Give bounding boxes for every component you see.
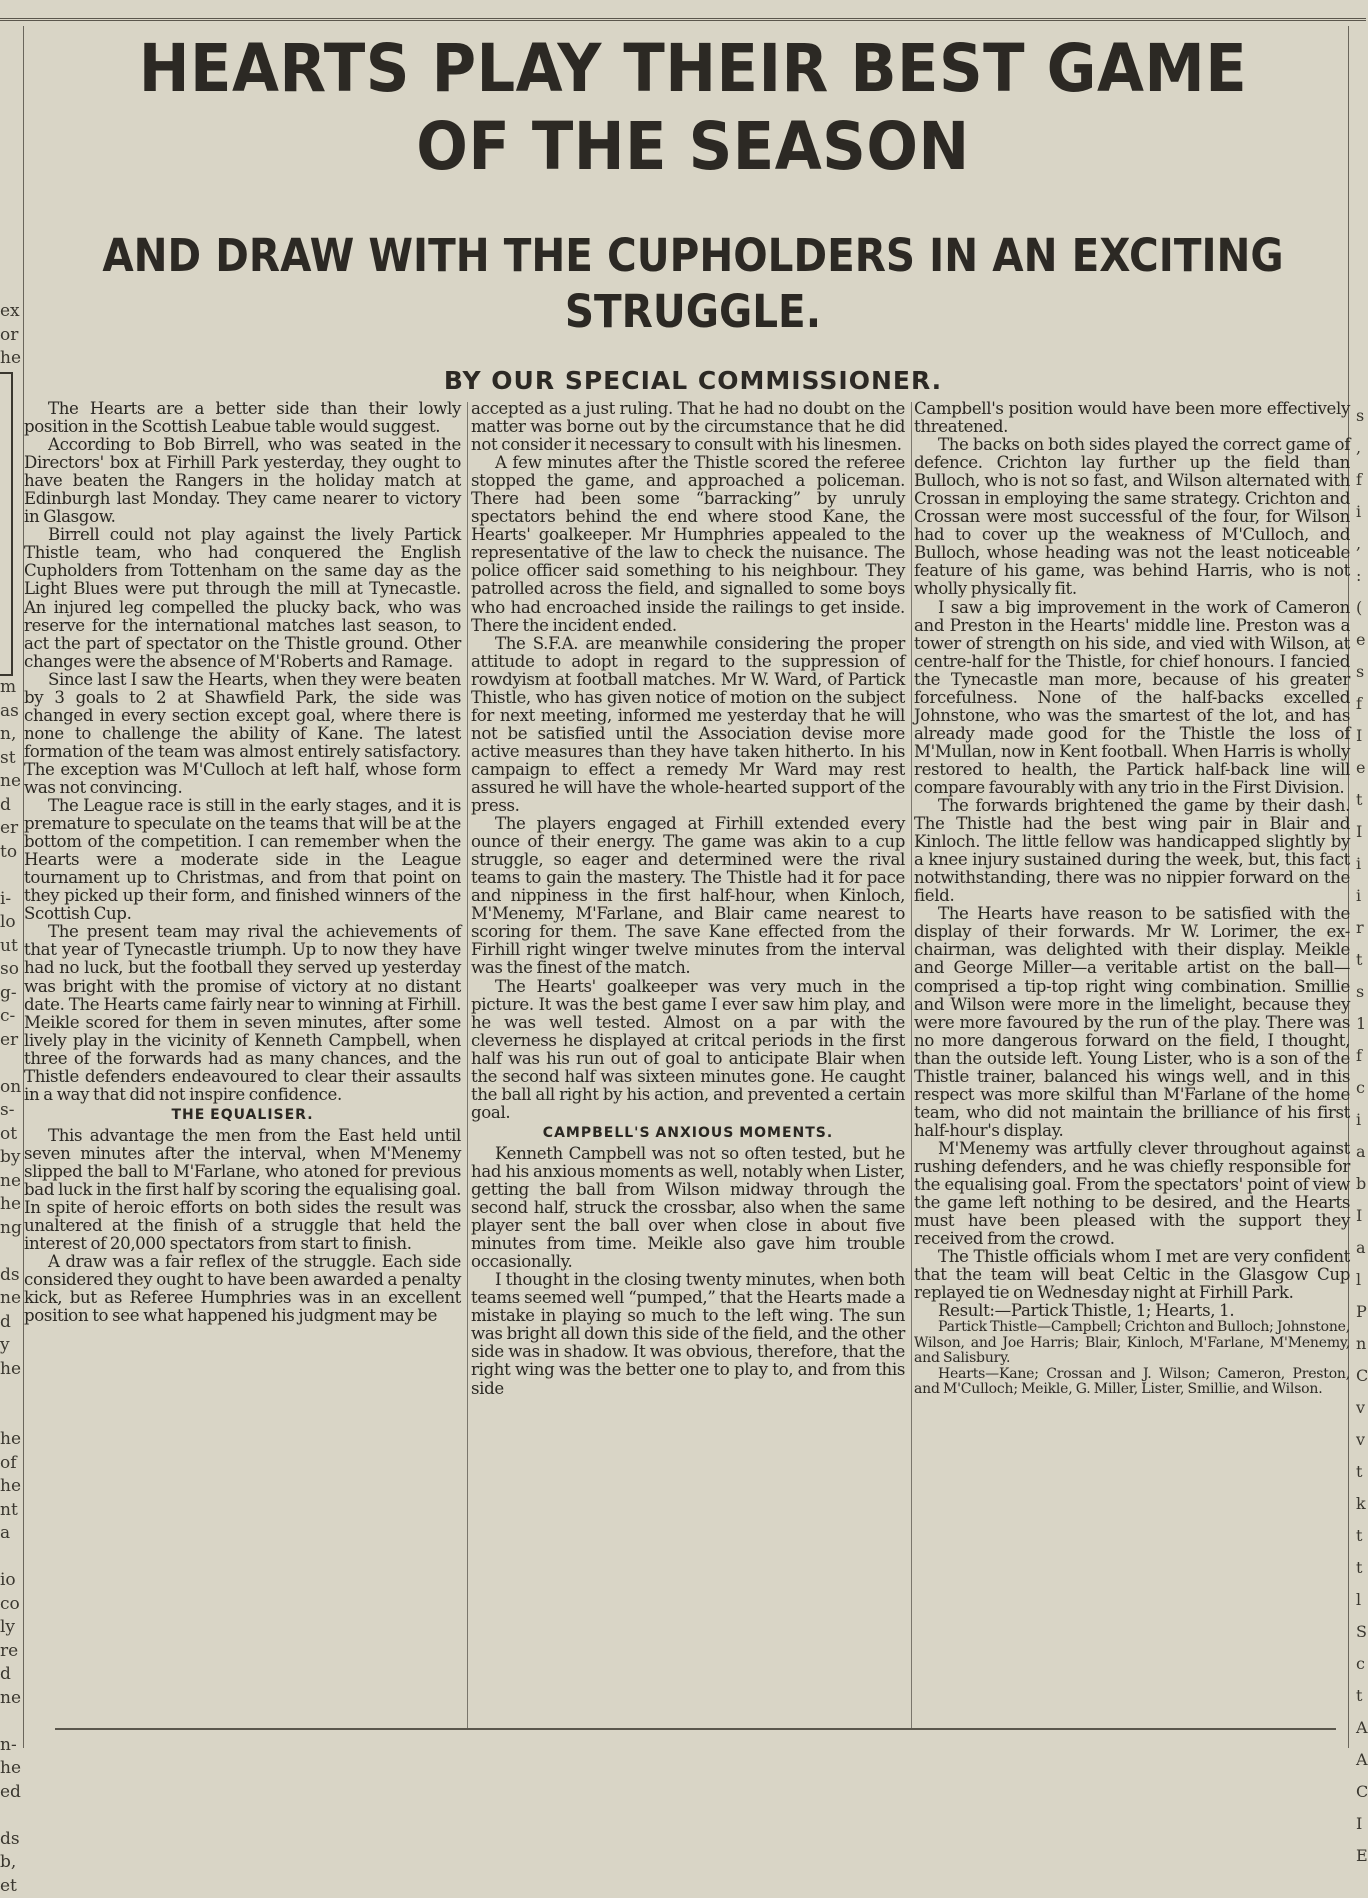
paragraph: Since last I saw the Hearts, when they were beaten by 3 goals to 2 at Shawfield Park, the side was changed in every section except goal, where there is none to challenge the ability of Kane. The latest formation of the team was almost entirely satisfactory. The exception was M'Culloch at left half, whose form was not convincing.: [24, 669, 461, 797]
paragraph: accepted as a just ruling. That he had no doubt on the matter was borne out by the circumstance that he did not consider it necessary to consult with his linesmen.: [471, 399, 905, 455]
top-double-rule: [0, 18, 1366, 21]
paragraph: I thought in the closing twenty minutes, when both teams seemed well “pumped,” that the Hearts made a mistake in playing so much to the left wing. The sun was bright all down this side of the field, and the other side was in shadow. It was obvious, therefore, that the right wing was the better one to play to, and from this side: [471, 1270, 905, 1398]
paragraph: This advantage the men from the East held until seven minutes after the interval, when M'Menemy slipped the ball to M'Farlane, who atoned for previous bad luck in the first half by scoring the equalising goal. In spite of heroic efforts on both sides the result was unaltered at the finish of a struggle that held the interest of 20,000 spectators from start to finish.: [24, 1125, 461, 1254]
paragraph: According to Bob Birrell, who was seated in the Directors' box at Firhill Park yesterday, they ought to have beaten the Rangers in the holiday match at Edinburgh last Monday. They came nearer to victory in Glasgow.: [24, 435, 461, 527]
paragraph: I saw a big improvement in the work of Cameron and Preston in the Hearts' middle line. Preston was a tower of strength on his side, and vied with Wilson, at centre-half for the Thistle, for chief honours. I fancied the Tynecastle man more, because of his greater forcefulness. None of the half-backs excelled Johnstone, who was the smartest of the lot, and has already made good for the Thistle the loss of M'Mullan, now in Kent football. When Harris is wholly restored to health, the Partick half-back line will compare favourably with any trio in the First Division.: [914, 597, 1350, 797]
article-column-3: [914, 400, 1350, 1397]
paragraph: The players engaged at Firhill extended every ounce of their energy. The game was akin to a cup struggle, so eager and determined were the rival teams to gain the mastery. The Thistle had it for pace and nippiness in the first half-hour, when Kinloch, M'Menemy, M'Farlane, and Blair came nearest to scoring for them. The save Kane effected from the Firhill right winger twelve minutes from the interval was the finest of the match.: [471, 814, 905, 978]
paragraph: Birrell could not play against the lively Partick Thistle team, who had conquered the English Cupholders from Tottenham on the same day as the Light Blues were put through the mill at Tynecastle. An injured leg compelled the plucky back, who was reserve for the international matches last season, to act the part of spectator on the Thistle ground. Other changes were the absence of M'Roberts and Ramage.: [24, 525, 461, 671]
headline: HEARTS PLAY THEIR BEST GAME OF THE SEASON: [138, 30, 1248, 185]
paragraph: The Hearts are a better side than their lowly position in the Scottish Leabue table would suggest.: [24, 399, 461, 437]
paragraph: A draw was a fair reflex of the struggle. Each side considered they ought to have been awarded a penalty kick, but as Referee Humphries was in an excellent position to see what happened his judgment may be: [24, 1252, 461, 1326]
paragraph: The present team may rival the achievements of that year of Tynecastle triumph. Up to now they have had no luck, but the football they served up yesterday was bright with the promise of victory at no distant date. The Hearts came fairly near to winning at Firhill. Meikle scored for them in seven minutes, after some lively play in the vicinity of Kenneth Campbell, when three of the forwards had as many chances, and the Thistle defenders endeavoured to clear their assaults in a way that did not inspire confidence.: [24, 922, 461, 1104]
paragraph: Campbell's position would have been more effectively threatened.: [914, 399, 1350, 437]
paragraph: The Hearts' goalkeeper was very much in the picture. It was the best game I ever saw him play, and he was well tested. Almost on a par with the cleverness he displayed at critcal periods in the first half was his run out of goal to anticipate Blair when the second half was sixteen minutes gone. He caught the ball all right by his action, and prevented a certain goal.: [471, 976, 905, 1122]
paragraph: Kenneth Campbell was not so often tested, but he had his anxious moments as well, notably when Lister, getting the ball from Wilson midway through the second half, struck the crossbar, also when the same player sent the ball over when close in about five minutes from time. Meikle also gave him trouble occasionally.: [471, 1143, 905, 1272]
article-column-1: [24, 400, 461, 1325]
column-divider: [467, 402, 468, 1728]
paragraph: The forwards brightened the game by their dash. The Thistle had the best wing pair in Blair and Kinloch. The little fellow was handicapped slightly by a knee injury sustained during the week, but, this fact notwithstanding, there was no nippier forward on the field.: [914, 796, 1350, 906]
paragraph: A few minutes after the Thistle scored the referee stopped the game, and approached a policeman. There had been some “barracking” by unruly spectators behind the end where stood Kane, the Hearts' goalkeeper. Mr Humphries appealed to the representative of the law to check the nuisance. The police officer said something to his neighbour. They patrolled across the field, and signalled to some boys who had encroached inside the railings to get inside. There the incident ended.: [471, 453, 905, 635]
paragraph: The Thistle officials whom I met are very confident that the team will beat Celtic in the Glasgow Cup replayed tie on Wednesday night at Firhill Park.: [914, 1247, 1350, 1303]
column-divider: [911, 402, 912, 1728]
section-heading: THE EQUALISER.: [171, 1106, 314, 1123]
subheadline: AND DRAW WITH THE CUPHOLDERS IN AN EXCITING STRUGGLE.: [102, 229, 1284, 338]
team-lineup-partick: Partick Thistle—Campbell; Crichton and Bulloch; Johnstone, Wilson, and Joe Harris; Blair, Kinloch, M'Farlane, M'Menemy, and Salisbury.: [914, 1319, 1350, 1367]
paragraph: The Hearts have reason to be satisfied with the display of their forwards. Mr W. Lorimer, the ex-chairman, was delighted with their display. Meikle and George Miller—a veritable artist on the ball—comprised a tip-top right wing combination. Smillie and Wilson were more in the limelight, because they were more favoured by the run of the play. There was no more dangerous forward on the field, I thought, than the outside left. Young Lister, who is a son of the Thistle trainer, balanced his wings well, and in this respect was more skilful than M'Farlane of the home team, who did not maintain the brilliance of his first half-hour's display.: [914, 904, 1350, 1140]
byline: BY OUR SPECIAL COMMISSIONER.: [443, 366, 943, 395]
bottom-rule: [55, 1728, 1336, 1730]
match-result: Result:—Partick Thistle, 1; Hearts, 1.: [938, 1301, 1235, 1321]
article-column-2: [471, 400, 905, 1398]
left-adjacent-column-fragment: ex or he m as n, st ne d er to i- lo ut so g- c- er on s- ot by ne he ng ds ne d y he he of he nt a io co ly re d ne n- he ed ds b, et: [0, 301, 22, 1896]
paragraph: The S.F.A. are meanwhile considering the proper attitude to adopt in regard to the suppression of rowdyism at football matches. Mr W. Ward, of Partick Thistle, who has given notice of motion on the subject for next meeting, informed me yesterday that he will not be satisfied until the Association devise more active measures than they have taken hitherto. In his campaign to effect a remedy Mr Ward may rest assured he will have the whole-hearted support of the press.: [471, 633, 905, 816]
paragraph: The League race is still in the early stages, and it is premature to speculate on the teams that will be at the bottom of the competition. I can remember when the Hearts were a moderate side in the League tournament up to Christmas, and from that point on they picked up their form, and finished winners of the Scottish Cup.: [24, 796, 461, 924]
right-adjacent-column-fragment: s , f i , : ( e s f I e t I i i r t s 1 f c i a b I a l P n C v v t k t t l S c t A A C I E: [1356, 406, 1368, 1865]
paragraph: M'Menemy was artfully clever throughout against rushing defenders, and he was chiefly responsible for the equalising goal. From the spectators' point of view the game left nothing to be desired, and the Hearts must have been pleased with the support they received from the crowd.: [914, 1138, 1350, 1249]
team-lineup-hearts: Hearts—Kane; Crossan and J. Wilson; Cameron, Preston, and M'Culloch; Meikle, G. Miller, Lister, Smillie, and Wilson.: [914, 1365, 1350, 1398]
section-heading: CAMPBELL'S ANXIOUS MOMENTS.: [542, 1124, 834, 1141]
paragraph: The backs on both sides played the correct game of defence. Crichton lay further up the field than Bulloch, who is not so fast, and Wilson alternated with Crossan in employing the same strategy. Crichton and Crossan were most successful of the four, for Wilson had to cover up the weakness of M'Culloch, and Bulloch, whose heading was not the least noticeable feature of his game, was behind Harris, who is not wholly physically fit.: [914, 435, 1350, 599]
